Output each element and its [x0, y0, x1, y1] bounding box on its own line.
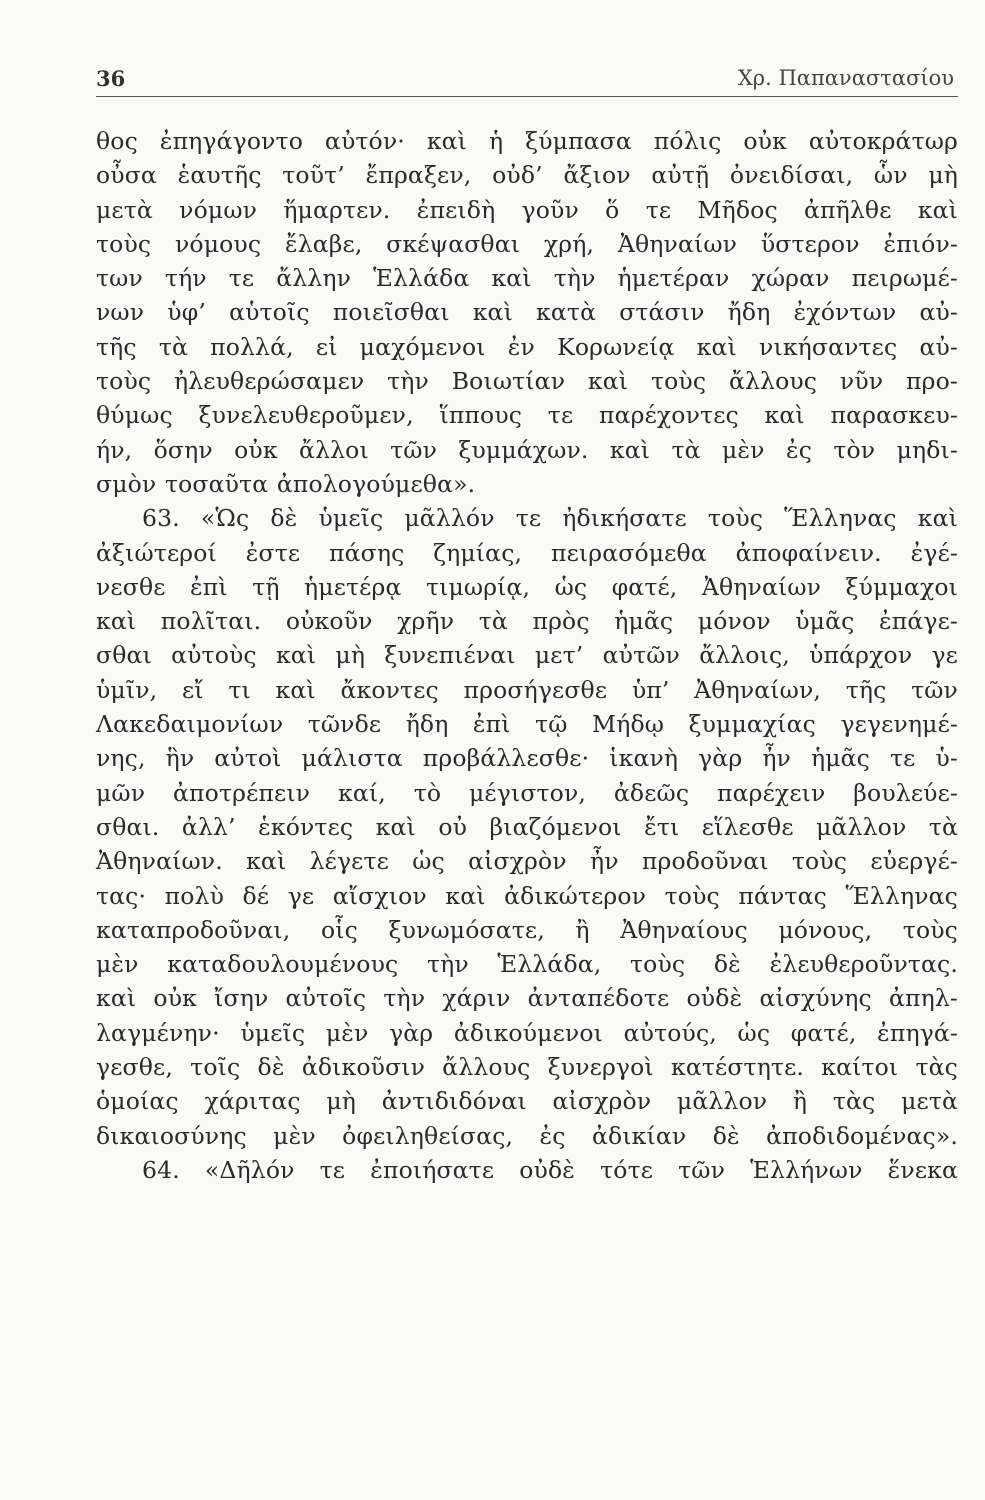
text-line: γεσθε, τοῖς δὲ ἀδικοῦσιν ἄλλους ξυνεργοὶ κατέστητε. καίτοι τὰς — [96, 1053, 958, 1082]
text-line: καὶ πολῖται. οὐκοῦν χρῆν τὰ πρὸς ἡμᾶς μόνον ὑμᾶς ἐπάγε- — [96, 607, 958, 636]
page-number: 36 — [96, 66, 126, 91]
text-line: οὖσα ἑαυτῆς τοῦτ’ ἔπραξεν, οὐδ’ ἄξιον αὐτῇ ὀνειδίσαι, ὧν μὴ — [96, 161, 958, 190]
text-line: μετὰ νόμων ἥμαρτεν. ἐπειδὴ γοῦν ὅ τε Μῆδος ἀπῆλθε καὶ — [96, 195, 958, 224]
text-line: σθαι αὐτοὺς καὶ μὴ ξυνεπιέναι μετ’ αὐτῶν ἄλλοις, ὑπάρχον γε — [96, 641, 958, 670]
text-line: καὶ οὐκ ἴσην αὐτοῖς τὴν χάριν ἀνταπέδοτε οὐδὲ αἰσχύνης ἀπηλ- — [96, 984, 958, 1013]
text-line: τῆς τὰ πολλά, εἰ μαχόμενοι ἐν Κορωνείᾳ καὶ νικήσαντες αὐ- — [96, 332, 958, 361]
text-line: λαγμένην· ὑμεῖς μὲν γὰρ ἀδικούμενοι αὐτούς, ὡς φατέ, ἐπηγά- — [96, 1018, 958, 1047]
body-text — [96, 124, 958, 1187]
text-line: ήν, ὅσην οὐκ ἄλλοι τῶν ξυμμάχων. καὶ τὰ μὲν ἐς τὸν μηδι- — [96, 435, 958, 464]
text-line: σμὸν τοσαῦτα ἀπολογούμεθα». — [96, 469, 476, 498]
text-line: νων ὑφ’ αὑτοῖς ποιεῖσθαι καὶ κατὰ στάσιν ἤδη ἐχόντων αὐ- — [96, 298, 958, 327]
page-header — [96, 62, 958, 97]
text-line: ἀξιώτεροί ἐστε πάσης ζημίας, πειρασόμεθα ἀποφαίνειν. ἐγέ- — [96, 538, 958, 567]
text-line: δικαιοσύνης μὲν ὀφειληθείσας, ἐς ἀδικίαν δὲ ἀποδιδομένας». — [96, 1121, 958, 1150]
text-line: τοὺς ἠλευθερώσαμεν τὴν Βοιωτίαν καὶ τοὺς ἄλλους νῦν προ- — [96, 367, 958, 396]
running-head: Χρ. Παπαναστασίου — [737, 66, 954, 90]
text-line: καταπροδοῦναι, οἷς ξυνωμόσατε, ἢ Ἀθηναίους μόνους, τοὺς — [96, 915, 958, 944]
text-line: θύμως ξυνελευθεροῦμεν, ἵππους τε παρέχοντες καὶ παρασκευ- — [96, 401, 958, 430]
text-line: Λακεδαιμονίων τῶνδε ἤδη ἐπὶ τῷ Μήδῳ ξυμμαχίας γεγενημέ- — [96, 710, 958, 739]
text-line: των τήν τε ἄλλην Ἑλλάδα καὶ τὴν ἡμετέραν χώραν πειρωμέ- — [96, 264, 958, 293]
text-line: Ἀθηναίων. καὶ λέγετε ὡς αἰσχρὸν ἦν προδοῦναι τοὺς εὐεργέ- — [96, 847, 958, 876]
text-line: ὁμοίας χάριτας μὴ ἀντιδιδόναι αἰσχρὸν μᾶλλον ἢ τὰς μετὰ — [96, 1087, 958, 1116]
text-line: τοὺς νόμους ἔλαβε, σκέψασθαι χρή, Ἀθηναίων ὕστερον ἐπιόν- — [96, 229, 958, 258]
text-line: μῶν ἀποτρέπειν καί, τὸ μέγιστον, ἀδεῶς παρέχειν βουλεύε- — [96, 778, 958, 807]
text-line: τας· πολὺ δέ γε αἴσχιον καὶ ἀδικώτερον τοὺς πάντας Ἕλληνας — [96, 881, 958, 910]
text-line: 63. «Ὡς δὲ ὑμεῖς μᾶλλόν τε ἠδικήσατε τοὺς Ἕλληνας καὶ — [142, 504, 958, 533]
text-line: θος ἐπηγάγοντο αὐτόν· καὶ ἡ ξύμπασα πόλις οὐκ αὐτοκράτωρ — [96, 127, 958, 155]
text-line: νης, ἣν αὐτοὶ μάλιστα προβάλλεσθε· ἱκανὴ γὰρ ἦν ἡμᾶς τε ὑ- — [96, 744, 958, 773]
text-line: 64. «Δῆλόν τε ἐποιήσατε οὐδὲ τότε τῶν Ἑλλήνων ἕνεκα — [142, 1155, 958, 1184]
text-line: μὲν καταδουλουμένους τὴν Ἑλλάδα, τοὺς δὲ ἐλευθεροῦντας. — [96, 950, 958, 979]
text-line: νεσθε ἐπὶ τῇ ἡμετέρᾳ τιμωρίᾳ, ὡς φατέ, Ἀθηναίων ξύμμαχοι — [96, 572, 958, 601]
text-line: σθαι. ἀλλ’ ἑκόντες καὶ οὐ βιαζόμενοι ἔτι εἵλεσθε μᾶλλον τὰ — [96, 812, 958, 841]
text-line: ὑμῖν, εἴ τι καὶ ἄκοντες προσήγεσθε ὑπ’ Ἀθηναίων, τῆς τῶν — [96, 675, 958, 704]
